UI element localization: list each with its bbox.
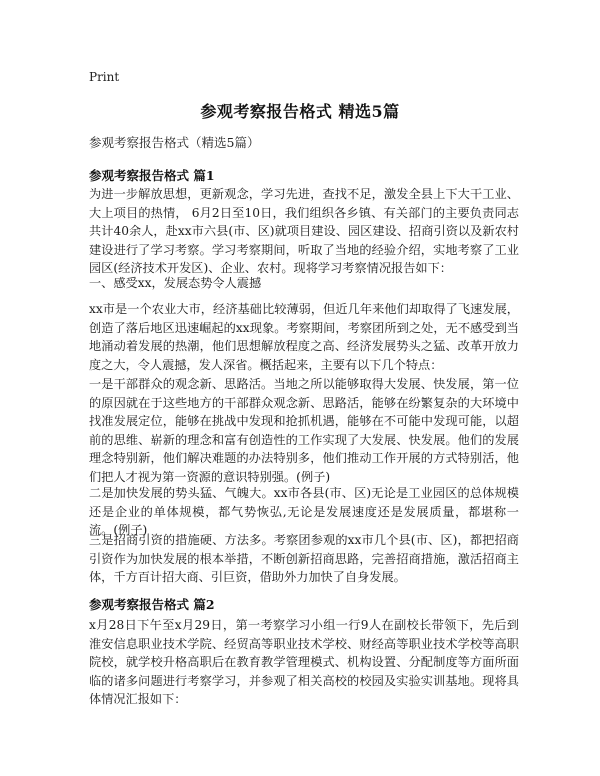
paragraph: xx市是一个农业大市，经济基础比较薄弱，但近几年来他们却取得了飞速发展，创造了落后地区迅速崛起的xx现象。考察期间，考察团所到之处，无不感受到当地涌动着发展的热潮，他们思想解放程度之高、经济发展势头之猛、改革开放力度之大，令人震撼，发人深省。概括起来，主要有以下几个特点： <box>89 302 519 372</box>
document-title: 参观考察报告格式 精选5篇 <box>200 102 400 121</box>
paragraph: 一是干部群众的观念新、思路活。当地之所以能够取得大发展、快发展，第一位的原因就在于这些地方的干部群众观念新、思路活，能够在纷繁复杂的大环境中找准发展定位，能够在挑战中发现和抢抓机遇，能够在不可能中发现可能，以超前的思维、崭新的理念和富有创造性的工作实现了大发展、快发展。他们的发展理念特别新，他们解决难题的办法特别多，他们推动工作开展的方式特别活，他们把人才视为第一资源的意识特别强。(例子) <box>89 377 519 484</box>
paragraph: 一、感受xx，发展态势令人震撼 <box>89 276 262 290</box>
document-subtitle: 参观考察报告格式（精选5篇） <box>89 135 260 150</box>
paragraph: 二是加快发展的势头猛、气魄大。xx市各县(市、区)无论是工业园区的总体规模还是企业的单体规模，都气势恢弘,无论是发展速度还是发展质量，都堪称一流。(例子) <box>89 486 519 537</box>
section-heading-1: 参观考察报告格式 篇1 <box>89 168 215 183</box>
paragraph: x月28日下午至x月29日，第一考察学习小组一行9人在副校长带领下，先后到淮安信息职业技术学院、经贸高等职业技术学校、财经高等职业技术学校等高职院校，就学校升格高职后在教育教学管理模式、机构设置、分配制度等方面所面临的诸多问题进行考察学习，并参观了相关高校的校园及实验实训基地。现将具体情况汇报如下： <box>89 618 519 706</box>
paragraph: 为进一步解放思想，更新观念，学习先进，查找不足，激发全县上下大干工业、大上项目的热情， 6月2日至10日，我们组织各乡镇、有关部门的主要负责同志共计40余人，赴xx市六县(市、区)就项目建设、园区建设、招商引资以及新农村建设进行了学习考察。学习考察期间，听取了当地的经验介绍，实地考察了工业园区(经济技术开发区)、企业、农村。现将学习考察情况报告如下： <box>89 187 519 275</box>
paragraph: 三是招商引资的措施硬、方法多。考察团参观的xx市几个县(市、区)，都把招商引资作为加快发展的根本举措，不断创新招商思路，完善招商措施，激活招商主体，千方百计招大商、引巨资，借助外力加快了自身发展。 <box>89 533 519 584</box>
section-heading-2: 参观考察报告格式 篇2 <box>89 597 215 612</box>
print-label[interactable]: Print <box>89 70 120 84</box>
